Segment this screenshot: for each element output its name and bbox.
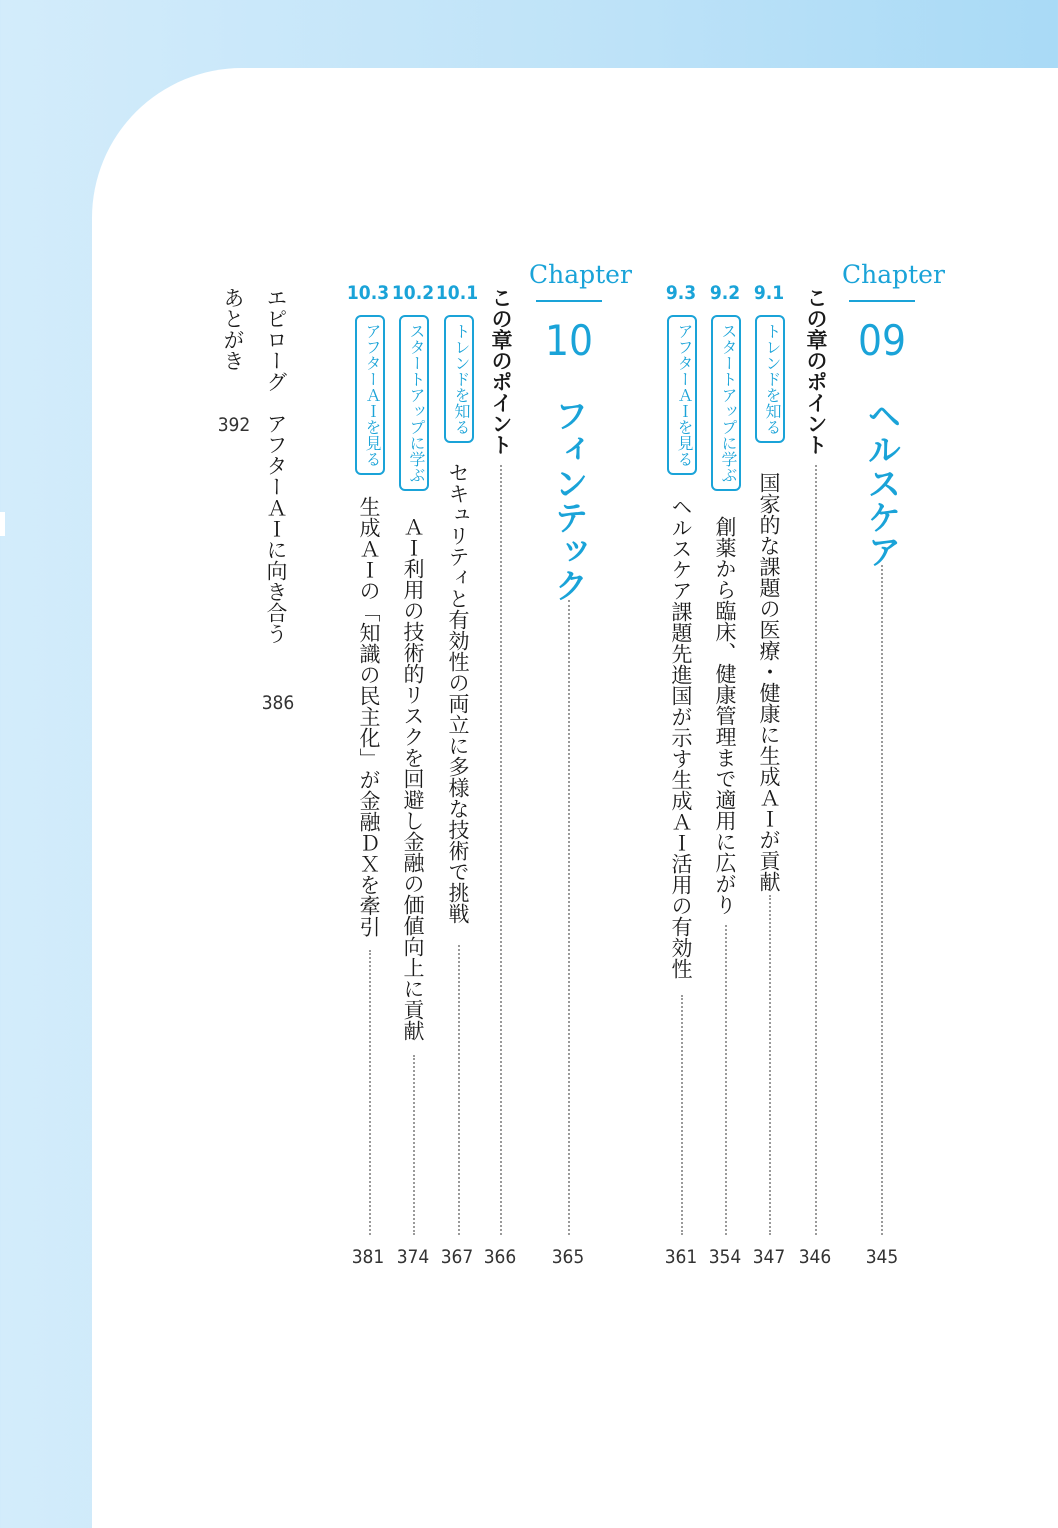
leader-dots [500,465,502,1235]
chapter-title[interactable]: ヘルスケア [861,398,901,568]
page-number: 392 [217,414,251,436]
section-title[interactable]: 創薬から臨床、健康管理まで適用に広がり [713,516,737,915]
page-number: 354 [708,1246,742,1268]
leader-dots [725,925,727,1235]
section-title[interactable]: 生成ＡＩの「知識の民主化」が金融ＤＸを牽引 [357,496,381,937]
section-tag: スタートアップに学ぶ [711,315,741,491]
chapter-point-title[interactable]: この章のポイント [489,287,513,455]
section-tag: トレンドを知る [444,315,474,443]
leader-dots [769,895,771,1235]
page-number: 381 [351,1246,385,1268]
chapter-label: Chapter [842,260,945,289]
page-number: 386 [261,692,295,714]
section-number: 10.1 [435,282,479,304]
page-number: 361 [664,1246,698,1268]
leader-dots [681,995,683,1235]
page-number: 365 [551,1246,585,1268]
section-tag: アフターＡＩを見る [355,315,385,475]
section-title[interactable]: ヘルスケア課題先進国が示す生成ＡＩ活用の有効性 [669,496,693,979]
section-number: 9.3 [665,282,697,304]
page-number: 374 [396,1246,430,1268]
leader-dots [369,950,371,1235]
chapter-label: Chapter [529,260,632,289]
epilogue-title[interactable]: エピローグ アフターＡＩに向き合う [264,287,288,644]
section-tag: スタートアップに学ぶ [399,315,429,491]
chapter-rule [849,300,915,302]
section-number: 9.1 [753,282,785,304]
page-number: 367 [440,1246,474,1268]
leader-dots [881,565,883,1235]
leader-dots [568,600,570,1235]
page-number: 346 [798,1246,832,1268]
chapter-number: 10 [544,316,594,365]
section-number: 10.2 [391,282,435,304]
chapter-title[interactable]: フィンテック [548,398,588,602]
chapter-point-title[interactable]: この章のポイント [804,287,828,455]
page-edge-mark [0,512,5,536]
leader-dots [413,1055,415,1235]
section-tag: アフターＡＩを見る [667,315,697,475]
leader-dots [458,945,460,1235]
page-number: 345 [865,1246,899,1268]
chapter-rule [536,300,602,302]
section-tag: トレンドを知る [755,315,785,443]
section-title[interactable]: 国家的な課題の医療・健康に生成ＡＩが貢献 [757,472,781,892]
leader-dots [815,465,817,1235]
section-number: 10.3 [346,282,390,304]
section-title[interactable]: セキュリティと有効性の両立に多様な技術で挑戦 [446,462,470,924]
section-title[interactable]: ＡＩ利用の技術的リスクを回避し金融の価値向上に貢献 [401,516,425,1041]
afterword-title[interactable]: あとがき [221,287,245,371]
page-number: 347 [752,1246,786,1268]
page-number: 366 [483,1246,517,1268]
section-number: 9.2 [709,282,741,304]
chapter-number: 09 [857,316,907,365]
